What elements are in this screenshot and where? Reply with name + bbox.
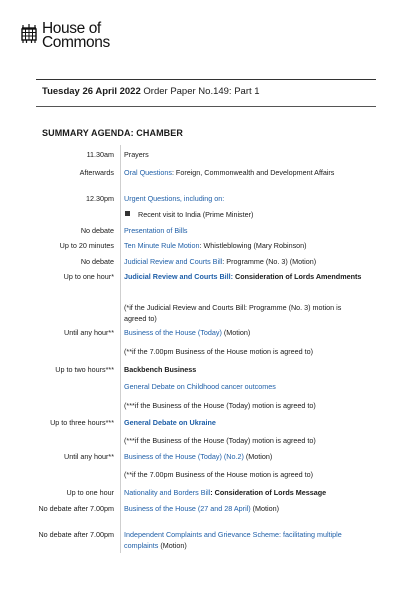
section-title: SUMMARY AGENDA: CHAMBER xyxy=(42,128,183,138)
agenda-item xyxy=(124,209,364,220)
agenda-item xyxy=(124,240,364,251)
agenda-item xyxy=(124,271,364,282)
agenda-link[interactable]: Judicial Review and Courts Bill: xyxy=(124,272,234,281)
agenda-item xyxy=(124,417,364,428)
agenda-link[interactable]: Business of the House (Today) xyxy=(124,328,222,337)
order-paper-date: Tuesday 26 April 2022 xyxy=(42,86,141,97)
agenda-time: 11.30am xyxy=(86,150,114,159)
agenda-link[interactable]: Business of the House (Today) (No.2) xyxy=(124,452,244,461)
order-paper-number: Order Paper No.149: Part 1 xyxy=(143,86,260,97)
agenda-time: Up to one hour xyxy=(66,488,114,497)
agenda-text: : Foreign, Commonwealth and Development Affairs xyxy=(171,168,335,177)
agenda-item xyxy=(124,346,364,357)
logo-text xyxy=(42,22,110,50)
agenda-time: Until any hour** xyxy=(64,328,114,337)
agenda-item xyxy=(124,327,364,338)
agenda-divider xyxy=(120,145,121,553)
agenda-link[interactable]: General Debate on Childhood cancer outcomes xyxy=(124,382,276,391)
agenda-time: Up to three hours*** xyxy=(50,418,114,427)
agenda-item xyxy=(124,302,364,324)
agenda-item xyxy=(124,364,364,375)
agenda-text: (*if the Judicial Review and Courts Bill: Programme (No. 3) motion is agreed to) xyxy=(124,303,342,323)
agenda-link[interactable]: Ten Minute Rule Motion xyxy=(124,241,200,250)
agenda-link[interactable]: Nationality and Borders Bill xyxy=(124,488,211,497)
agenda-time: No debate xyxy=(80,226,114,235)
agenda-time: No debate xyxy=(80,257,114,266)
agenda-text: : Consideration of Lords Message xyxy=(210,488,327,497)
agenda-text: (**if the 7.00pm Business of the House motion is agreed to) xyxy=(124,470,313,479)
agenda-item xyxy=(124,435,364,446)
agenda-text: : Whistleblowing (Mary Robinson) xyxy=(199,241,307,250)
agenda-item xyxy=(124,487,364,498)
agenda-text: (Motion) xyxy=(250,504,280,513)
agenda-text: (***if the Business of the House (Today) motion is agreed to) xyxy=(124,401,316,410)
agenda-text: Backbench Business xyxy=(124,365,197,374)
agenda-link[interactable]: Urgent Questions, including on: xyxy=(124,194,225,203)
agenda-time: Until any hour** xyxy=(64,452,114,461)
agenda-text: : Programme (No. 3) (Motion) xyxy=(222,257,317,266)
logo-line-2: Commons xyxy=(42,34,110,51)
agenda-time: No debate after 7.00pm xyxy=(38,530,114,539)
agenda-text: (Motion) xyxy=(158,541,187,550)
agenda-item xyxy=(124,400,364,411)
agenda-link[interactable]: Judicial Review and Courts Bill xyxy=(124,257,223,266)
agenda-item xyxy=(124,451,364,462)
agenda-item xyxy=(124,149,364,160)
bottom-rule xyxy=(36,106,376,107)
agenda-link[interactable]: Independent Complaints and Grievance Scheme: facilitating multiple complaints xyxy=(124,530,342,550)
agenda-link[interactable]: Oral Questions xyxy=(124,168,172,177)
agenda-text: (Motion) xyxy=(221,328,251,337)
agenda-item xyxy=(124,503,364,514)
agenda-text: Prayers xyxy=(124,150,149,159)
order-paper-title xyxy=(42,86,260,98)
agenda-item xyxy=(124,256,364,267)
agenda-time: No debate after 7.00pm xyxy=(38,504,114,513)
logo-line-1: House of xyxy=(42,20,101,37)
agenda-time: Up to two hours*** xyxy=(55,365,114,374)
agenda-time: 12.30pm xyxy=(86,194,114,203)
agenda-item xyxy=(124,469,364,480)
agenda-text: Consideration of Lords Amendments xyxy=(233,272,362,281)
agenda-text: (***if the Business of the House (Today) motion is agreed to) xyxy=(124,436,316,445)
agenda-item xyxy=(124,167,364,178)
agenda-link[interactable]: General Debate on Ukraine xyxy=(124,418,216,427)
agenda-time: Afterwards xyxy=(79,168,114,177)
top-rule xyxy=(36,79,376,80)
agenda-time: Up to one hour* xyxy=(63,272,114,281)
square-bullet-icon xyxy=(125,211,130,216)
agenda-text: Recent visit to India (Prime Minister) xyxy=(138,210,254,219)
agenda-item xyxy=(124,529,364,551)
portcullis-icon xyxy=(20,24,38,44)
agenda-item xyxy=(124,381,364,392)
agenda-text: (**if the 7.00pm Business of the House motion is agreed to) xyxy=(124,347,313,356)
agenda-time: Up to 20 minutes xyxy=(59,241,114,250)
agenda-item xyxy=(124,193,364,204)
agenda-link[interactable]: Business of the House (27 and 28 April) xyxy=(124,504,251,513)
agenda-link[interactable]: Presentation of Bills xyxy=(124,226,188,235)
agenda-text: (Motion) xyxy=(243,452,273,461)
agenda-item xyxy=(124,225,364,236)
house-of-commons-logo[interactable] xyxy=(20,22,110,50)
